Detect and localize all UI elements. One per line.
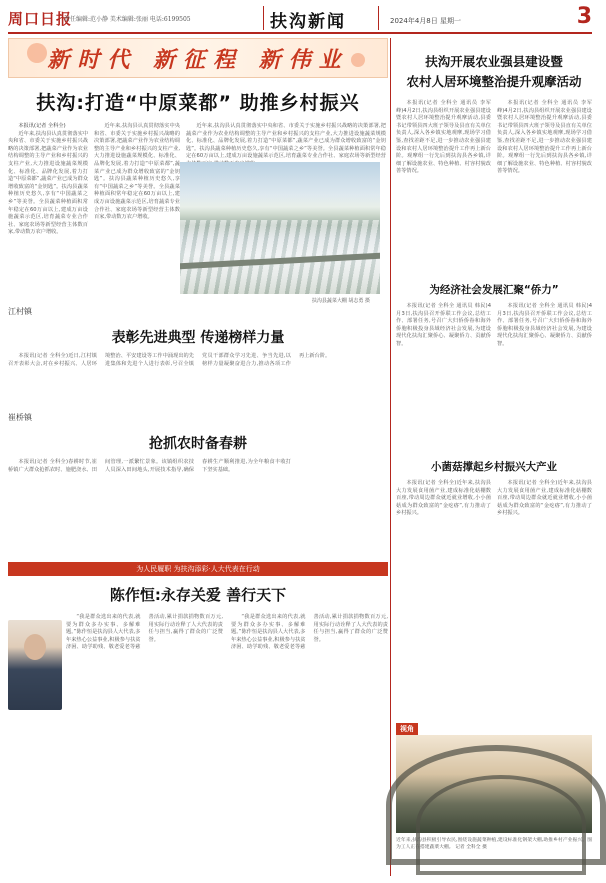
town-label: 崔桥镇 [8, 413, 32, 422]
right2-headline: 为经济社会发展汇聚“侨力” [429, 284, 559, 296]
column-bar [8, 562, 388, 576]
lead-headline: 扶沟:打造“中原菜都” 助推乡村振兴 [36, 92, 360, 114]
column-bar-text: 为人民履职 为扶沟添彩·人大代表在行动 [136, 565, 260, 573]
lead-body: 近年来,扶沟县认真贯彻落实中央和省、市委关于实施乡村振兴战略的决策部署,把蔬菜产业作为农业结构调整的主导产业和乡村振兴的支柱产业,大力推进设施蔬菜规模化、标准化、品牌化发展,着力打造“中原菜都”,蔬菜产业已成为群众增收致富的“金钥匙”。扶沟县蔬菜种植历史悠久,享有“中国蔬菜之乡”等美誉。全县蔬菜种植面积常年稳定在60万亩以上,建成万亩设施蔬菜示范区,培育蔬菜专业合作社、家庭农场等新型经营主体数百家,带动数万农户增收。 [94, 123, 180, 221]
issue-date: 2024年4月8日 星期一 [390, 17, 461, 25]
story-cuiqiao [8, 412, 388, 549]
story4-text: “我是群众选出来的代表,就要为群众多办实事、多解难题。”陈作恒是扶沟县人大代表,多年来热心公益事业,积极参与扶贫济困、助学助残、敬老爱老等慈善活动,累计捐款捐物数百万元,用实际行动诠释了人大代表的责任与担当,赢得了群众的广泛赞誉。 [66, 614, 223, 651]
masthead [8, 4, 592, 34]
newspaper-logo: 周口日报 [8, 9, 73, 28]
right3-headline: 小菌菇撑起乡村振兴大产业 [431, 461, 557, 473]
story-jiangcun [8, 306, 388, 403]
masthead-divider [378, 6, 379, 30]
photo-feature-caption: 近年来,扶沟县积极引导农民,围绕设施蔬菜种植,建设标准化钢架大棚,助推乡村产业振兴。图为工人正在搭建蔬菜大棚。 记者 全科全 摄 [396, 838, 592, 850]
banner-ornament-icon [27, 43, 47, 63]
greenhouse-aerial-photo [180, 162, 380, 294]
story2-headline: 表彰先进典型 传递榜样力量 [111, 330, 285, 346]
lead-body: 近年来,扶沟县认真贯彻落实中央和省、市委关于实施乡村振兴战略的决策部署,把蔬菜产业作为农业结构调整的主导产业和乡村振兴的支柱产业,大力推进设施蔬菜规模化、标准化、品牌化发展,着力打造“中原菜都”,蔬菜产业已成为群众增收致富的“金钥匙”。扶沟县蔬菜种植历史悠久,享有“中国蔬菜之乡”等美誉。全县蔬菜种植面积常年稳定在60万亩以上,建成万亩设施蔬菜示范区,培育蔬菜专业合作社、家庭农场等新型经营 [186, 123, 386, 160]
story4-text: “我是群众选出来的代表,就要为群众多办实事、多解难题。”陈作恒是扶沟县人大代表,多年来热心公益事业,积极参与扶贫济困、助学助残、敬老爱老等慈善活动,累计捐款捐物数百万元,用实际行动诠释了人大代表的责任与担当,赢得了群众的广泛赞誉。 [231, 614, 388, 651]
banner-ornament-icon [351, 53, 365, 67]
story2-body [8, 353, 388, 403]
banner-text: 新时代 新征程 新伟业 [47, 46, 349, 73]
masthead-divider [263, 6, 264, 30]
right3-text: 本报讯(记者 全科全)近年来,扶沟县大力发展食用菌产业,建成标准化菇棚数百座,带动周边群众就近就业增收,小小菌菇成为群众致富的“金疙瘩”,有力推动了乡村振兴。 [497, 480, 592, 517]
right2-body [396, 303, 592, 453]
greenhouse-construction-photo [396, 735, 592, 833]
photo-feature-tag: 视角 [396, 723, 418, 735]
story4-body [66, 614, 388, 876]
right1-body [396, 100, 592, 276]
right1-headline-line2: 农村人居环境整治提升观摩活动 [406, 74, 582, 89]
right1-headline-line1: 扶沟开展农业强县建设暨 [425, 54, 563, 69]
greenhouse-frame [416, 775, 586, 875]
story2-text: 本报讯(记者 全科全)近日,江村镇召开表彰大会,对在乡村振兴、人居环境整治、平安建设等工作中涌现出的先进集体和先进个人进行表彰,号召全镇党员干部群众学习先进、争当先进,以榜样力量凝聚奋进合力,推动各项工作再上新台阶。 [8, 353, 331, 367]
photo-caption: 扶沟县蔬菜大棚 胡志勇 摄 [311, 298, 370, 304]
right3-text: 本报讯(记者 全科全)近年来,扶沟县大力发展食用菌产业,建成标准化菇棚数百座,带动周边群众就近就业增收,小小菌菇成为群众致富的“金疙瘩”,有力推动了乡村振兴。 [396, 480, 491, 517]
story3-headline: 抢抓农时备春耕 [149, 436, 247, 452]
right1-text: 本报讯(记者 全科全 通讯员 李军峰)4月2日,扶沟县组织开展农业强县建设暨农村人居环境整治提升观摩活动,县委书记带领县四大班子领导及县直有关单位负责人,深入各乡镇实地观摩,现场学习借鉴,查找差距不足,进一步推动农业强县建设和农村人居环境整治提升工作再上新台阶。观摩组一行先后到扶沟县各乡镇,详细了解设施农业、特色种植、村容村貌改善等情况。 [497, 100, 592, 175]
editor-info: 责任编辑:范小静 美术编辑:张丽 电话:6199505 [64, 15, 191, 23]
lead-byline: 本报讯(记者 全科全) [18, 123, 66, 129]
story-chenzuoheng [8, 562, 388, 605]
portrait-photo [8, 620, 62, 710]
town-label: 江村镇 [8, 307, 32, 316]
right2-text: 本报讯(记者 全科全 通讯员 韩民)4月3日,扶沟县召开侨联工作会议,总结工作、部署任务,号召广大归侨侨眷和海外侨胞积极投身县域经济社会发展,为建设现代化扶沟汇聚侨心、凝聚侨力、贡献侨智。 [497, 303, 592, 347]
right3-body [396, 480, 592, 590]
lead-body: 近年来,扶沟县认真贯彻落实中央和省、市委关于实施乡村振兴战略的决策部署,把蔬菜产业作为农业结构调整的主导产业和乡村振兴的支柱产业,大力推进设施蔬菜规模化、标准化、品牌化发展,着力打造“中原菜都”,蔬菜产业已成为群众增收致富的“金钥匙”。扶沟县蔬菜种植历史悠久,享有“中国蔬菜之乡”等美誉。全县蔬菜种植面积常年稳定在60万亩以上,建成万亩设施蔬菜示范区,培育蔬菜专业合作社、家庭农场等新型经营主体数百家,带动数万农户增收。 [8, 130, 88, 236]
feature-banner [8, 38, 388, 78]
story4-headline: 陈作恒:永存关爱 善行天下 [109, 586, 287, 604]
story3-text: 本报讯(记者 全科全)春耕时节,崔桥镇广大群众抢抓农时、施肥浇水、田间管理,一派繁忙景象。该镇组织农技人员深入田间地头,开展技术指导,确保春耕生产顺利推进,为全年粮食丰收打下坚实基础。 [8, 459, 291, 473]
right1-text: 本报讯(记者 全科全 通讯员 李军峰)4月2日,扶沟县组织开展农业强县建设暨农村人居环境整治提升观摩活动,县委书记带领县四大班子领导及县直有关单位负责人,深入各乡镇实地观摩,现场学习借鉴,查找差距不足,进一步推动农业强县建设和农村人居环境整治提升工作再上新台阶。观摩组一行先后到扶沟县各乡镇,详细了解设施农业、特色种植、村容村貌改善等情况。 [396, 100, 491, 175]
page-number: 3 [576, 4, 592, 29]
story3-body [8, 459, 388, 549]
right2-text: 本报讯(记者 全科全 通讯员 韩民)4月3日,扶沟县召开侨联工作会议,总结工作、部署任务,号召广大归侨侨眷和海外侨胞积极投身县域经济社会发展,为建设现代化扶沟汇聚侨心、凝聚侨力、贡献侨智。 [396, 303, 491, 347]
right-column [396, 38, 592, 590]
section-title: 扶沟新闻 [270, 12, 346, 32]
column-rule [390, 38, 391, 876]
